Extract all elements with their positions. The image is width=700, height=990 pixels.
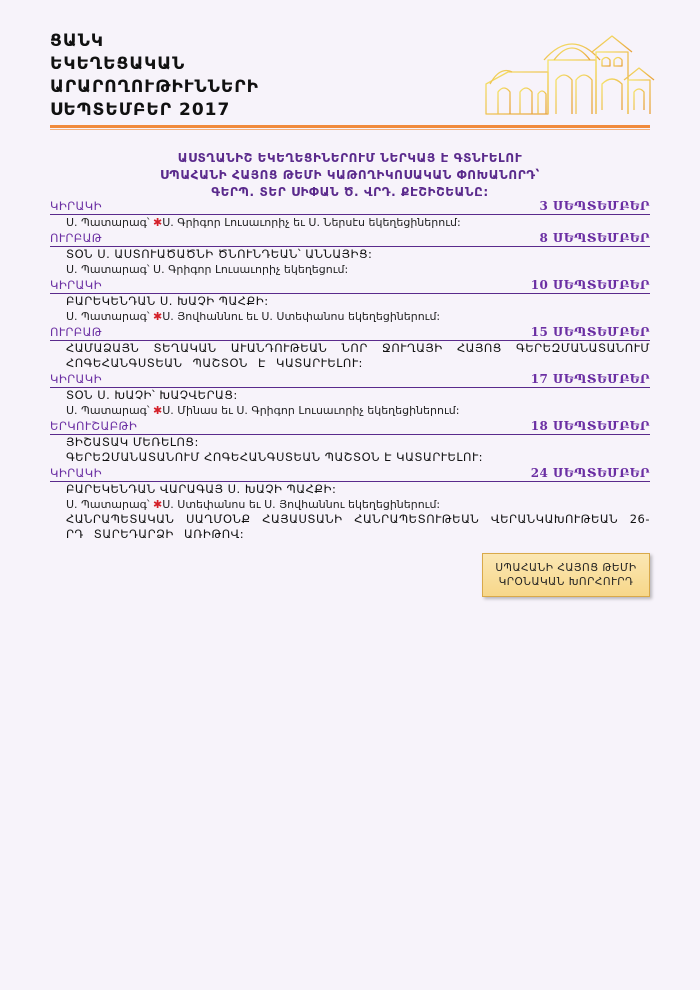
day-entry [50, 247, 650, 277]
council-line-1: ՍՊԱՀԱՆԻ ՀԱՅՈՑ ԹԵՄԻ [495, 562, 637, 574]
day-date: 10 ՍԵՊՏԵՄԲԵՐ [530, 278, 650, 292]
liturgy-churches: Ս. Գրիգոր Լուսաւորիչ եւ Ս. Ներսէս եկեղեցիներում: [162, 216, 461, 229]
day-row [50, 230, 650, 247]
title-line-2: ԵԿԵՂԵՑԱԿԱՆ [50, 54, 186, 74]
closing-note: ՀԱՆՐԱՊԵՏԱԿԱՆ ՍԱՂՄՕՆՔ ՀԱՅԱՍՏԱՆԻ ՀԱՆՐԱՊԵՏՈՒԹԵԱՆ ՎԵՐԱՆԿԱԽՈՒԹԵԱՆ 26-ՐԴ ՏԱՐԵԴԱՐՁԻ ԱՌԻԹՈՎ: [66, 512, 650, 541]
church-illustration-icon [478, 22, 658, 122]
liturgy-line: Ս. Պատարագ՝ Ս. Գրիգոր Լուսաւորիչ եկեղեցում: [66, 263, 349, 276]
day-entry [50, 435, 650, 465]
day-row [50, 198, 650, 215]
feast-title: ԲԱՐԵԿԵՆԴԱՆ ՎԱՐԱԳԱՅ Ս. ԽԱՉԻ ՊԱՀՔԻ: [66, 482, 337, 496]
intro-line-1: ԱՍՏՂԱՆԻՇ ԵԿԵՂԵՑԻՆԵՐՈՒՄ ՆԵՐԿԱՅ Է ԳՏՆՒԵԼՈՒ [177, 151, 523, 165]
day-row [50, 277, 650, 294]
liturgy-churches: Ս. Ստեփանոս եւ Ս. Յովհաննու եկեղեցիներում: [162, 498, 441, 511]
day-name: ԿԻՐԱԿԻ [50, 278, 102, 292]
service-line: ԳԵՐԵԶՄԱՆԱՏԱՆՈՒՄ ՀՈԳԵՀԱՆԳՍՏԵԱՆ ՊԱՇՏՕՆ Է ԿԱՏԱՐՒԵԼՈՒ: [66, 450, 484, 464]
liturgy-churches: Ս. Յովհաննու եւ Ս. Ստեփանոս եկեղեցիներում: [162, 310, 441, 323]
red-star-icon: ✱ [153, 498, 163, 511]
red-star-icon: ✱ [153, 310, 163, 323]
red-star-icon: ✱ [153, 216, 163, 229]
feast-title: ՀԱՄԱՁԱՅՆ ՏԵՂԱԿԱՆ ԱՒԱՆԴՈՒԹԵԱՆ ՆՈՐ ՋՈՒՂԱՅԻ ՀԱՅՈՑ ԳԵՐԵԶՄԱՆԱՏԱՆՈՒՄ ՀՈԳԵՀԱՆԳՍՏԵԱՆ ՊԱՇՏՕՆ Է ԿԱՏԱՐՒԵԼՈՒ: [66, 341, 650, 370]
red-star-icon: ✱ [153, 404, 163, 417]
council-line-2: ԿՐՕՆԱԿԱՆ ԽՈՐՀՈՒՐԴ [498, 576, 634, 588]
header-rule [50, 125, 650, 128]
day-entry [50, 215, 650, 230]
day-entry [50, 341, 650, 371]
day-entry [50, 294, 650, 324]
day-date: 15 ՍԵՊՏԵՄԲԵՐ [530, 325, 650, 339]
schedule-list [50, 198, 650, 542]
day-entry [50, 388, 650, 418]
day-date: 18 ՍԵՊՏԵՄԲԵՐ [530, 419, 650, 433]
title-line-1: ՑԱՆԿ [50, 31, 104, 51]
religious-council-box [482, 553, 650, 597]
liturgy-label: Ս. Պատարագ՝ [66, 498, 150, 511]
liturgy-label: Ս. Պատարագ՝ [66, 404, 150, 417]
day-name: ՈՒՐԲԱԹ [50, 325, 103, 339]
title-line-3: ԱՐԱՐՈՂՈՒԹԻՒՆՆԵՐԻ [50, 77, 259, 97]
day-name: ԵՐԿՈՒՇԱԲԹԻ [50, 419, 138, 433]
day-name: ԿԻՐԱԿԻ [50, 466, 102, 480]
day-entry [50, 482, 650, 542]
liturgy-label: Ս. Պատարագ՝ [66, 310, 150, 323]
day-date: 3 ՍԵՊՏԵՄԲԵՐ [539, 199, 650, 213]
feast-title: ԲԱՐԵԿԵՆԴԱՆ Ս. ԽԱՉԻ ՊԱՀՔԻ: [66, 294, 269, 308]
day-date: 17 ՍԵՊՏԵՄԲԵՐ [530, 372, 650, 386]
feast-title: ՏՕՆ Ս. ԽԱՉԻ՝ ԽԱՉՎԵՐԱՑ: [66, 388, 238, 402]
intro-heading [50, 150, 650, 201]
title-line-4: ՍԵՊՏԵՄԲԵՐ 2017 [50, 100, 231, 120]
day-date: 24 ՍԵՊՏԵՄԲԵՐ [530, 466, 650, 480]
liturgy-line [66, 309, 650, 324]
intro-line-3: ԳԵՐՊ. ՏԵՐ ՍԻՓԱՆ Ծ. ՎՐԴ. ՔԷՇԻՇԵԱՆԸ: [211, 185, 489, 199]
day-name: ԿԻՐԱԿԻ [50, 199, 102, 213]
liturgy-line [66, 215, 650, 230]
feast-title: ՅԻՇԱՏԱԿ ՄԵՌԵԼՈՑ: [66, 435, 199, 449]
liturgy-line [66, 403, 650, 418]
feast-title: ՏՕՆ Ս. ԱՍՏՈՒԱԾԱԾՆԻ ԾՆՈՒՆԴԵԱՆ՝ ԱՆՆԱՅԻՑ: [66, 247, 373, 261]
liturgy-label: Ս. Պատարագ՝ [66, 216, 150, 229]
day-name: ԿԻՐԱԿԻ [50, 372, 102, 386]
day-row [50, 324, 650, 341]
day-date: 8 ՍԵՊՏԵՄԲԵՐ [539, 231, 650, 245]
day-row [50, 371, 650, 388]
intro-line-2: ՍՊԱՀԱՆԻ ՀԱՅՈՑ ԹԵՄԻ ԿԱԹՈՂԻԿՈՍԱԿԱՆ ՓՈԽԱՆՈՐԴ՝ [159, 168, 541, 182]
liturgy-line [66, 497, 650, 512]
day-row [50, 418, 650, 435]
day-row [50, 465, 650, 482]
day-name: ՈՒՐԲԱԹ [50, 231, 103, 245]
liturgy-churches: Ս. Մինաս եւ Ս. Գրիգոր Լուսաւորիչ եկեղեցիներում: [162, 404, 460, 417]
header-rule-thin [50, 129, 650, 130]
document-title [50, 30, 259, 122]
